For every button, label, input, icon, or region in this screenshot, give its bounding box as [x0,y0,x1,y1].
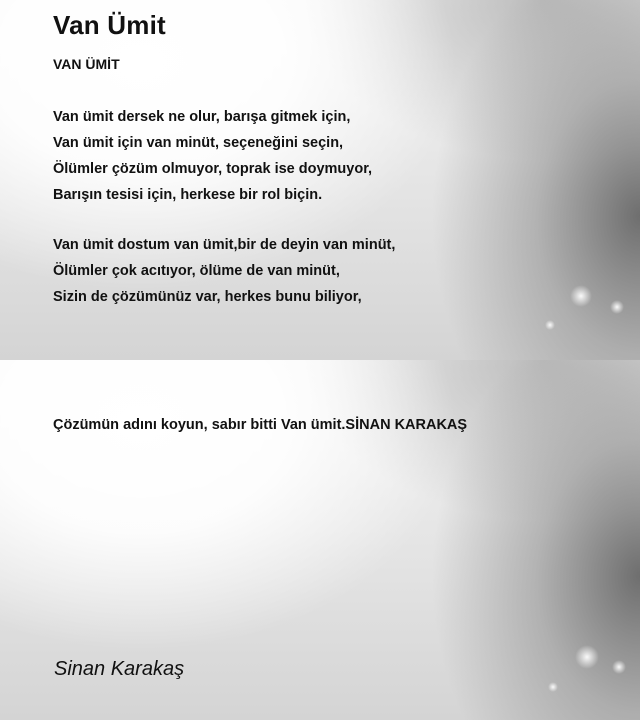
bokeh-sparkle [548,682,558,692]
bokeh-sparkle [545,320,555,330]
bokeh-sparkle [575,645,599,669]
poem-card-bottom [0,360,640,720]
poem-title: Van Ümit [53,10,166,40]
poem-line: Ölümler çözüm olmuyor, toprak ise doymuyor, [53,161,373,177]
poem-line: Van ümit için van minüt, seçeneğini seçin, [53,135,344,151]
bokeh-sparkle [570,285,592,307]
bokeh-sparkle [610,300,624,314]
bokeh-sparkle [612,660,626,674]
poem-stanza [53,232,395,310]
author-signature: Sinan Karakaş [54,658,185,680]
poem-line: Van ümit dersek ne olur, barışa gitmek için, [53,109,351,125]
poem-closing-line: Çözümün adını koyun, sabır bitti Van ümit.SİNAN KARAKAŞ [53,417,468,433]
poem-line: Sizin de çözümünüz var, herkes bunu biliyor, [53,289,362,305]
poem-line: Ölümler çok acıtıyor, ölüme de van minüt, [53,263,340,279]
poem-line: Barışın tesisi için, herkese bir rol biçin. [53,187,323,203]
poem-line: Van ümit dostum van ümit,bir de deyin van minüt, [53,237,396,253]
poem-stanza [53,104,372,208]
poem-subtitle: VAN ÜMİT [53,56,120,72]
